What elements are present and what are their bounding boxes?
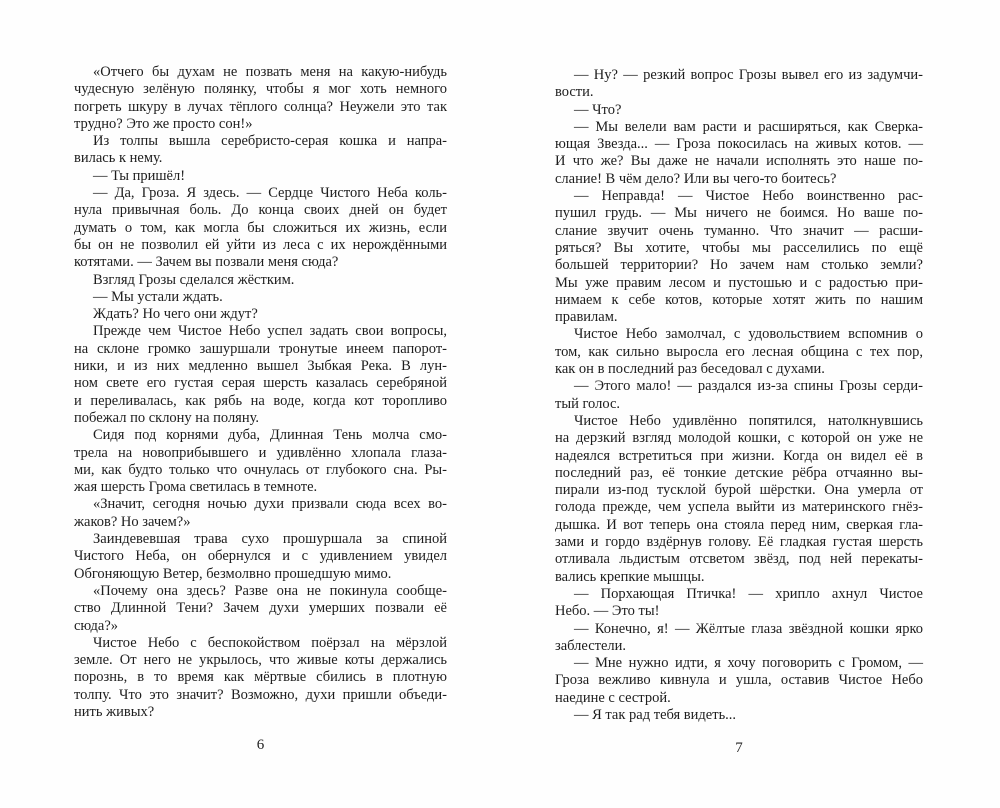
text-line: пушил грудь. — Мы ничего не боимся. Но ваше по- — [555, 205, 923, 222]
text-line: ном свете его густая серая шерсть казалась серебряной — [74, 375, 447, 392]
text-line: наедине с сестрой. — [555, 689, 671, 706]
text-line: — Неправда! — Чистое Небо воинственно рас- — [574, 188, 923, 205]
text-line: жая шерсть Грома светилась в темноте. — [74, 479, 318, 496]
text-line: «Почему она здесь? Разве она не покинула сообще- — [93, 582, 447, 599]
text-line: чудесную зелёную полянку, чтобы я мог хоть немного — [74, 81, 447, 98]
text-line: слание звучит очень туманно. Что значит — расши- — [555, 222, 923, 239]
text-line: тый голос. — [555, 395, 621, 412]
text-line: — Порхающая Птичка! — хрипло ахнул Чистое — [574, 585, 923, 602]
text-line: Чистое Небо удивлённо попятился, натолкнувшись — [574, 412, 923, 429]
text-line: нула привычная боль. До конца своих дней он будет — [74, 202, 447, 219]
text-line: — Этого мало! — раздался из-за спины Грозы серди- — [574, 378, 923, 395]
text-line: Сидя под корнями дуба, Длинная Тень молча смо- — [93, 427, 447, 444]
text-line: пирали из-под тусклой бурой шёрстки. Она умерла от — [555, 482, 923, 499]
text-line: Небо. — Это ты! — [555, 603, 660, 620]
text-line: заблестели. — [555, 637, 627, 654]
text-line: ники, и из них медленно вышел Зыбкая Река. В лун- — [74, 358, 447, 375]
text-line: — Ну? — резкий вопрос Грозы вывел его из задумчи- — [574, 67, 923, 83]
text-line: — Что? — [574, 101, 622, 118]
text-line: котятами. — Зачем вы позвали меня сюда? — [74, 254, 339, 271]
text-line: Обгоняющую Ветер, безмолвно прошедшую мимо. — [74, 565, 392, 582]
page-right-text-block — [555, 67, 923, 724]
text-line: Взгляд Грозы сделался жёстким. — [93, 271, 295, 288]
text-line: — Мне нужно идти, я хочу поговорить с Громом, — — [574, 655, 923, 672]
page-left-text-block — [74, 64, 447, 721]
text-line: надеялся встретиться при жизни. Когда он видел её в — [555, 447, 923, 464]
text-line: Чистое Небо с беспокойством поёрзал на мёрзлой — [93, 634, 447, 651]
text-line: Прежде чем Чистое Небо успел задать свои вопросы, — [93, 323, 447, 340]
text-line: нить живых? — [74, 703, 155, 720]
text-line: Заиндевевшая трава сухо прошуршала за спиной — [93, 531, 447, 548]
text-line: побежал по склону на поляну. — [74, 409, 260, 426]
text-line: Ждать? Но чего они ждут? — [93, 306, 258, 323]
text-line: — Я так рад тебя видеть... — [574, 706, 737, 723]
text-line: Чистого Неба, он обернулся и с удивлением увидел — [74, 548, 447, 565]
page-right — [500, 0, 1000, 808]
text-line: ющая Звезда... — Гроза покосилась на живых котов. — — [555, 136, 923, 153]
text-line: — Мы велели вам расти и расширяться, как Сверка- — [574, 118, 923, 135]
text-line: — Конечно, я! — Жёлтые глаза звёздной кошки ярко — [574, 620, 923, 637]
text-line: на дерзкий взгляд молодой кошки, с которой он уже не — [555, 430, 923, 447]
text-line: ство Длинной Тени? Зачем духи умерших позвали её — [74, 600, 447, 617]
text-line: — Ты пришёл! — [93, 167, 186, 184]
text-line: — Да, Гроза. Я здесь. — Сердце Чистого Неба коль- — [93, 185, 447, 202]
text-line: жаков? Но зачем?» — [74, 513, 191, 530]
text-line: вилась к нему. — [74, 150, 163, 167]
text-line: Гроза вежливо кивнула и ушла, оставив Чистое Небо — [555, 672, 923, 689]
text-line: зами и гордо вздёрнув голову. Её гладкая густая шерсть — [555, 534, 923, 551]
text-line: погреть шкуру в лучах тёплого солнца? Неужели это так — [74, 98, 447, 115]
text-line: порознь, в то время как мёртвые сбились в плотную — [74, 669, 447, 686]
text-line: Из толпы вышла серебристо-серая кошка и напра- — [93, 133, 447, 150]
text-line: трудно? Это же просто сон!» — [74, 115, 253, 132]
text-line: слание! В чём дело? Или вы чего-то боитесь? — [555, 170, 837, 187]
text-line: нимаем к себе котов, которые хотят жить по нашим — [555, 291, 923, 308]
text-line: трела на новоприбывшего и удивлённо хлопала глаза- — [74, 444, 447, 461]
text-line: вости. — [555, 84, 594, 101]
text-line: — Мы устали ждать. — [93, 288, 223, 305]
page-number-left: 6 — [256, 737, 265, 753]
text-line: сюда?» — [74, 617, 119, 634]
text-line: Чистое Небо замолчал, с удовольствием вспомнив о — [574, 326, 923, 343]
text-line: отливала льдистым отсветом звёзд, под ней перекаты- — [555, 551, 923, 568]
text-line: «Значит, сегодня ночью духи призвали сюда всех во- — [93, 496, 447, 513]
text-line: ряться? Вы хотите, чтобы мы расселились по ещё — [555, 239, 923, 256]
text-line: голода прежде, чем успела выйти из материнского гнёз- — [555, 499, 923, 516]
page-number-right: 7 — [735, 740, 743, 756]
text-line: последний раз, её тонкие детские рёбра отчаянно вы- — [555, 464, 923, 481]
text-line: как он в последний раз беседовал с духами. — [555, 361, 825, 378]
text-line: том, как сильно выросла его лесная община с тех пор, — [555, 343, 923, 360]
text-line: дышка. И вот теперь она стояла перед ним, сверкая гла- — [555, 516, 923, 533]
text-line: бы он не позволил ей уйти из леса с их нерождёнными — [74, 236, 447, 253]
text-line: вались крепкие мышцы. — [555, 568, 705, 585]
text-line: «Отчего бы духам не позвать меня на какую-нибудь — [93, 64, 447, 80]
text-line: Мы уже правим лесом и пустошью и с радостью при- — [555, 274, 923, 291]
text-line: на склоне громко зашуршали тронутые инеем папорот- — [74, 340, 447, 357]
text-line: толпу. Что это значит? Возможно, духи пришли объеди- — [74, 686, 447, 703]
text-line: большей территории? Но зачем нам столько земли? — [555, 257, 923, 274]
text-line: И что же? Вы даже не начали исполнять это наше по- — [555, 153, 923, 170]
text-line: думать о том, как могла бы сложиться их жизнь, если — [74, 219, 447, 236]
text-line: земле. От него не укрылось, что живые коты держались — [74, 652, 447, 669]
text-line: и переливалась, как рябь на воде, когда кот торопливо — [74, 392, 447, 409]
text-line: ми, как будто только что очнулась от глубокого сна. Ры- — [74, 461, 447, 478]
text-line: правилам. — [555, 309, 618, 326]
